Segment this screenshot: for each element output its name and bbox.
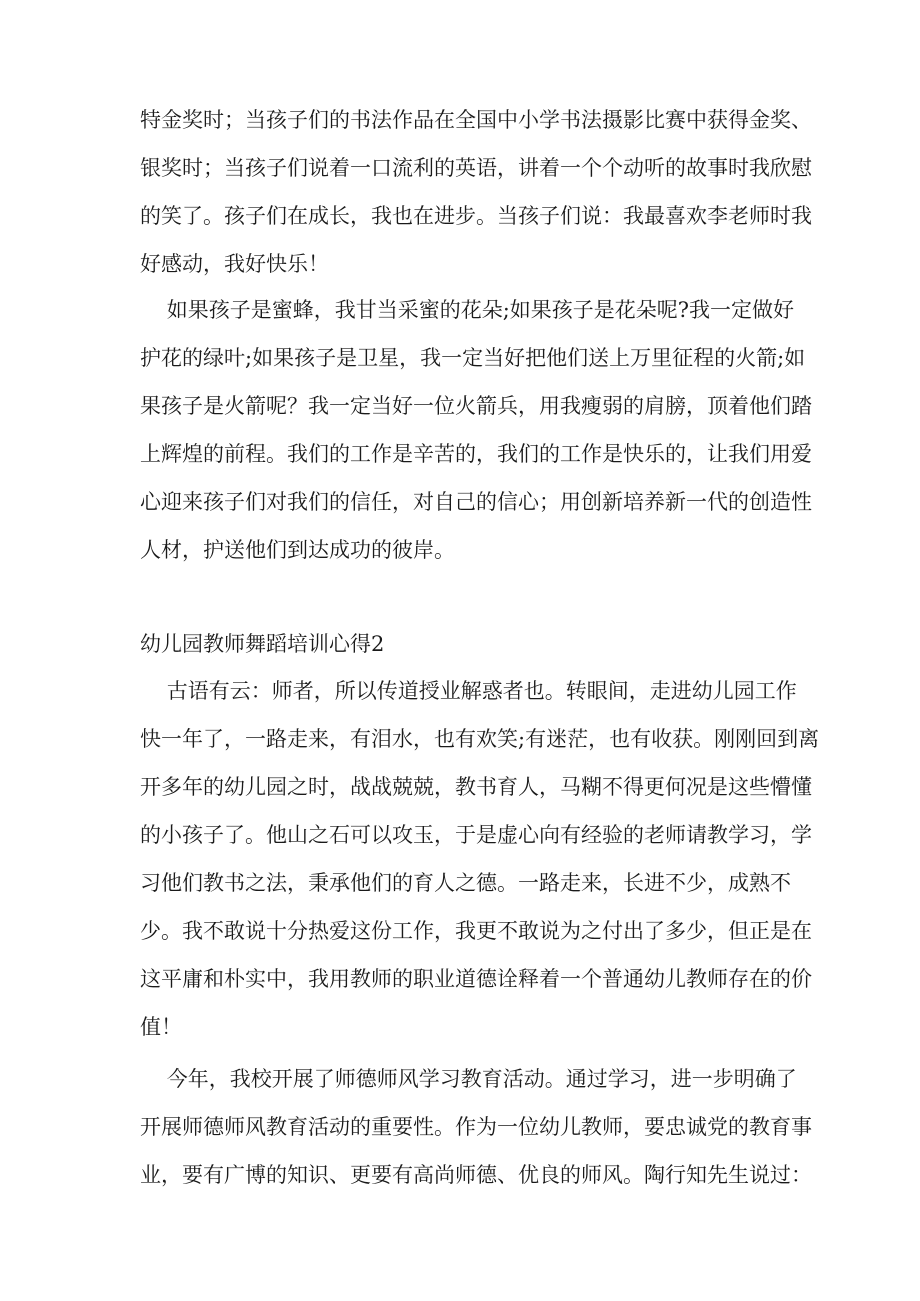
text-line: 护花的绿叶;如果孩子是卫星，我一定当好把他们送上万里征程的火箭;如 (140, 346, 806, 370)
text-line: 少。我不敢说十分热爱这份工作，我更不敢说为之付出了多少，但正是在 (140, 919, 812, 943)
text-line: 特金奖时；当孩子们的书法作品在全国中小学书法摄影比赛中获得金奖、 (140, 108, 812, 132)
text-line: 的笑了。孩子们在成长，我也在进步。当孩子们说：我最喜欢李老师时我 (140, 204, 812, 228)
text-line: 果孩子是火箭呢？我一定当好一位火箭兵，用我瘦弱的肩膀，顶着他们踏 (140, 394, 812, 418)
paragraph-4 (140, 1055, 812, 1199)
heading-text: 幼儿园教师舞蹈培训心得2 (140, 632, 385, 656)
text-line: 今年，我校开展了师德师风学习教育活动。通过学习，进一步明确了 (140, 1067, 797, 1091)
section-heading (140, 620, 790, 668)
paragraph-1 (140, 96, 812, 288)
text-line: 的小孩子了。他山之石可以攻玉，于是虚心向有经验的老师请教学习，学 (140, 823, 812, 847)
text-line: 人材，护送他们到达成功的彼岸。 (140, 538, 455, 562)
text-line: 心迎来孩子们对我们的信任，对自己的信心；用创新培养新一代的创造性 (140, 490, 812, 514)
text-line: 古语有云：师者，所以传道授业解惑者也。转眼间，走进幼儿园工作 (140, 679, 797, 703)
text-line: 如果孩子是蜜蜂，我甘当采蜜的花朵;如果孩子是花朵呢?我一定做好 (140, 298, 795, 322)
text-line: 业，要有广博的知识、更要有高尚师德、优良的师风。陶行知先生说过： (140, 1163, 812, 1187)
text-line: 上辉煌的前程。我们的工作是辛苦的，我们的工作是快乐的，让我们用爱 (140, 442, 812, 466)
text-line: 这平庸和朴实中，我用教师的职业道德诠释着一个普通幼儿教师存在的价 (140, 967, 812, 991)
text-line: 快一年了，一路走来，有泪水，也有欢笑;有迷茫，也有收获。刚刚回到离 (140, 727, 820, 751)
text-line: 开多年的幼儿园之时，战战兢兢，教书育人，马糊不得更何况是这些懵懂 (140, 775, 812, 799)
text-line: 开展师德师风教育活动的重要性。作为一位幼儿教师，要忠诚党的教育事 (140, 1115, 812, 1139)
text-line: 银奖时；当孩子们说着一口流利的英语，讲着一个个动听的故事时我欣慰 (140, 156, 812, 180)
text-line: 好感动，我好快乐！ (140, 252, 329, 276)
paragraph-2 (140, 286, 812, 574)
text-line: 值！ (140, 1015, 182, 1039)
paragraph-3 (140, 667, 820, 1051)
text-line: 习他们教书之法，秉承他们的育人之德。一路走来，长进不少，成熟不 (140, 871, 791, 895)
